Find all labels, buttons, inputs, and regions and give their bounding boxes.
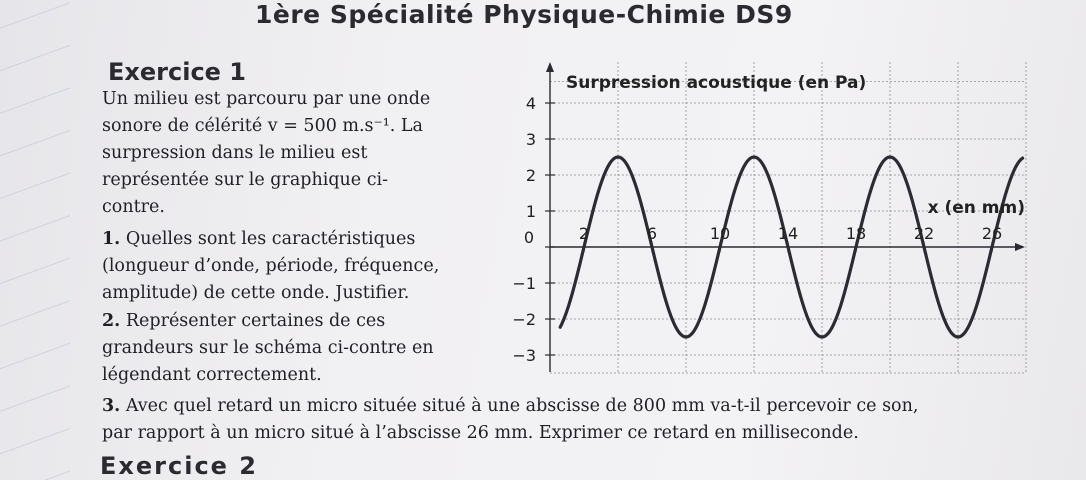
- page-title: 1ère Spécialité Physique-Chimie DS9: [255, 0, 793, 29]
- x-axis-arrow-icon: [1015, 243, 1025, 251]
- question-3-text: Avec quel retard un micro située situé à une abscisse de 800 mm va-t-il percevoir ce son, par rapport à un micro situé à l’abscisse 26 mm. Exprimer ce retard en milliseconde.: [102, 396, 919, 443]
- y-tick-label: 0: [523, 228, 534, 247]
- y-tick-label: 4: [525, 94, 536, 113]
- x-tick-label: 6: [646, 224, 658, 243]
- y-tick-label: 2: [525, 166, 536, 185]
- x-axis-label: x (en mm): [927, 198, 1025, 218]
- question-1-number: 1.: [102, 229, 121, 249]
- y-axis-arrow-icon: [546, 62, 554, 72]
- y-tick-label: −3: [512, 346, 536, 365]
- binder-lines: [0, 0, 70, 480]
- y-tick-label: −2: [512, 310, 536, 329]
- exercise-1-intro: Un milieu est parcouru par une onde sonore de célérité v = 500 m.s⁻¹. La surpression dans le milieu est représentée sur le graphique ci- contre.: [102, 89, 431, 217]
- exercise-1-title: Exercice 1: [108, 58, 246, 86]
- question-1-text: Quelles sont les caractéristiques (longueur d’onde, période, fréquence, amplitude) de cette onde. Justifier.: [102, 229, 440, 303]
- x-tick-label: 14: [777, 224, 799, 243]
- y-tick-label: 1: [525, 202, 536, 221]
- x-tick-label: 10: [709, 224, 731, 243]
- x-tick-label: 2: [578, 224, 590, 243]
- chart-title: Surpression acoustique (en Pa): [566, 73, 867, 93]
- question-1: [102, 226, 482, 307]
- pressure-wave-chart: [510, 60, 1030, 375]
- exercise-2-title: Exercice 2: [100, 452, 258, 480]
- question-3-number: 3.: [102, 396, 121, 416]
- y-tick-label: −1: [512, 274, 536, 293]
- question-2: [102, 308, 482, 389]
- question-2-text: Représenter certaines de ces grandeurs sur le schéma ci-contre en légendant correctement.: [102, 311, 434, 385]
- question-3: [102, 393, 1062, 447]
- x-tick-label: 26: [981, 224, 1003, 243]
- question-2-number: 2.: [102, 311, 121, 331]
- x-tick-label: 18: [845, 224, 867, 243]
- y-tick-label: 3: [525, 130, 536, 149]
- x-tick-label: 22: [913, 224, 935, 243]
